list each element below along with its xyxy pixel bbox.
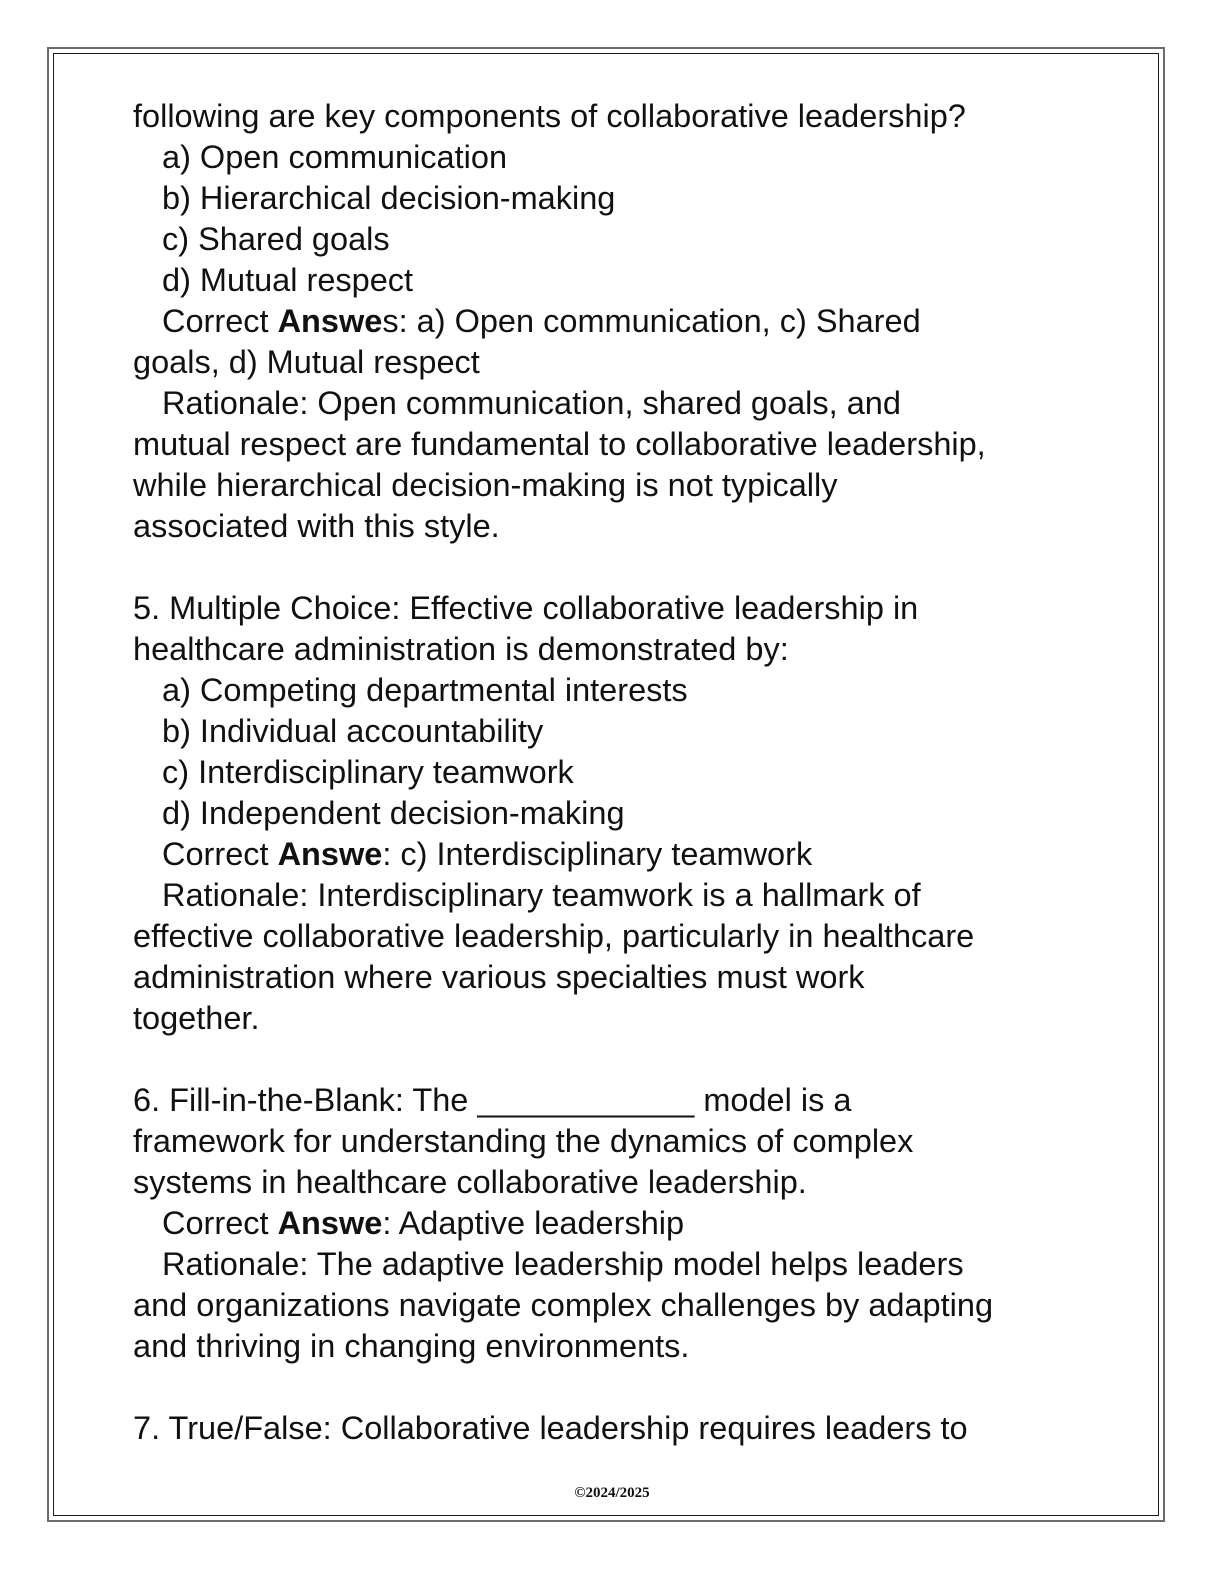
q6-rationale-1: Rationale: The adaptive leadership model helps leaders	[162, 1246, 964, 1282]
q4-rationale-4: associated with this style.	[133, 508, 500, 544]
spacer	[133, 1039, 1113, 1080]
q4-answer-cont: goals, d) Mutual respect	[133, 344, 480, 380]
q4-answer-bold: Answe	[277, 303, 383, 339]
spacer	[133, 1367, 1113, 1408]
q6-answer	[133, 1203, 1113, 1244]
q4-option-d: d) Mutual respect	[162, 262, 414, 298]
q6-answer-text: : Adaptive leadership	[382, 1205, 685, 1241]
q4-rationale-1: Rationale: Open communication, shared goals, and	[162, 385, 901, 421]
q4-stem: following are key components of collaborative leadership?	[133, 98, 966, 134]
q4-answer-prefix: Correct	[162, 303, 278, 339]
q5-rationale-3: administration where various specialties must work	[133, 959, 865, 995]
q4-option-a: a) Open communication	[162, 139, 508, 175]
q7-stem-1: 7. True/False: Collaborative leadership requires leaders to	[133, 1410, 968, 1446]
q6-rationale-2: and organizations navigate complex challenges by adapting	[133, 1287, 994, 1323]
q4-option-c: c) Shared goals	[162, 221, 390, 257]
q5-stem-2: healthcare administration is demonstrated by:	[133, 631, 789, 667]
q5-option-a: a) Competing departmental interests	[162, 672, 688, 708]
q6-rationale-3: and thriving in changing environments.	[133, 1328, 690, 1364]
document-body	[133, 96, 1113, 1449]
q5-answer-prefix: Correct	[162, 836, 278, 872]
q6-answer-bold: Answe	[277, 1205, 383, 1241]
q6-stem-3: systems in healthcare collaborative leadership.	[133, 1164, 807, 1200]
q4-rationale-2: mutual respect are fundamental to collaborative leadership,	[133, 426, 986, 462]
q5-rationale-4: together.	[133, 1000, 260, 1036]
q5-stem-1: 5. Multiple Choice: Effective collaborative leadership in	[133, 590, 919, 626]
q5-answer-text: : c) Interdisciplinary teamwork	[382, 836, 813, 872]
q5-option-c: c) Interdisciplinary teamwork	[162, 754, 574, 790]
q5-rationale-1: Rationale: Interdisciplinary teamwork is a hallmark of	[162, 877, 921, 913]
q4-rationale-3: while hierarchical decision-making is not typically	[133, 467, 838, 503]
spacer	[133, 547, 1113, 588]
q6-stem-2: framework for understanding the dynamics of complex	[133, 1123, 914, 1159]
q5-answer	[133, 834, 1113, 875]
q4-answer	[133, 301, 1113, 342]
q5-option-b: b) Individual accountability	[162, 713, 544, 749]
q5-answer-bold: Answe	[277, 836, 383, 872]
q6-stem-1: 6. Fill-in-the-Blank: The ____________ model is a	[133, 1082, 852, 1118]
q4-answer-text: s: a) Open communication, c) Shared	[382, 303, 921, 339]
q5-option-d: d) Independent decision-making	[162, 795, 625, 831]
q6-answer-prefix: Correct	[162, 1205, 278, 1241]
copyright-footer: ©2024/2025	[574, 1485, 650, 1501]
q4-option-b: b) Hierarchical decision-making	[162, 180, 616, 216]
q5-rationale-2: effective collaborative leadership, particularly in healthcare	[133, 918, 975, 954]
